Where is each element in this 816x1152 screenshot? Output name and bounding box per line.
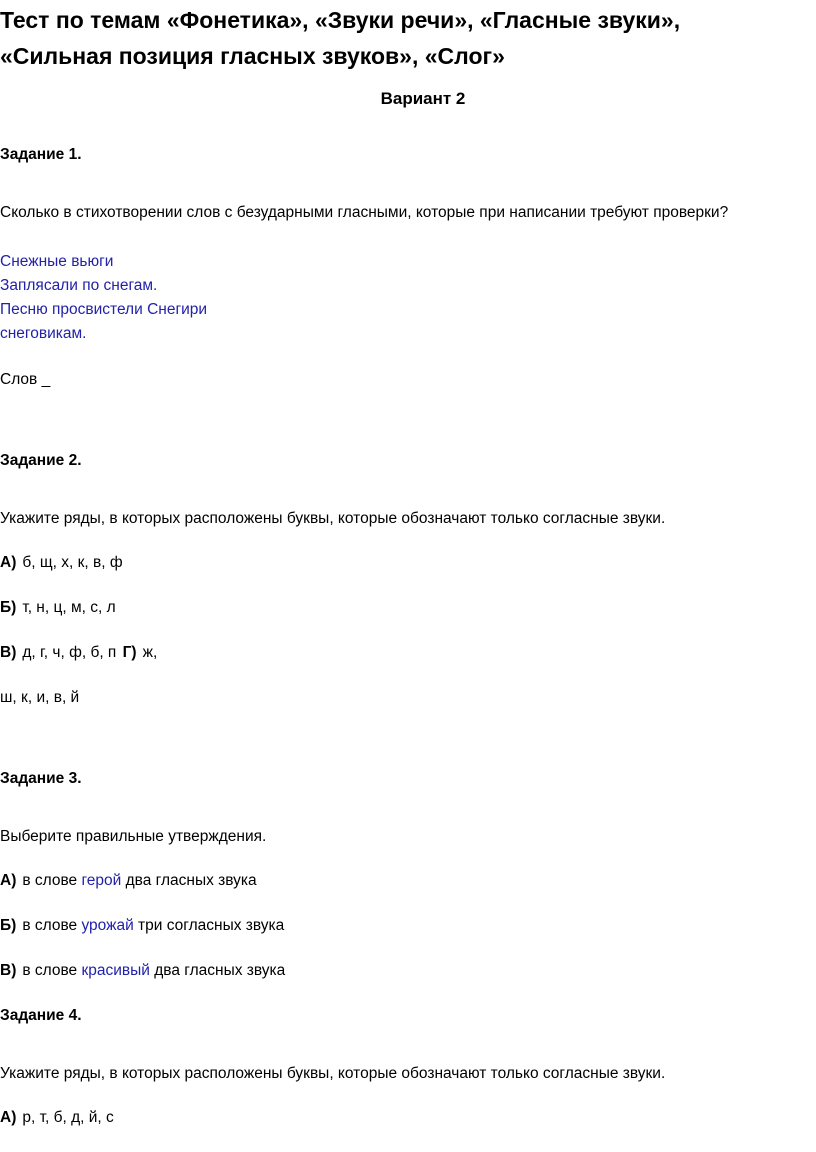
option-text: б, щ, х, к, в, ф xyxy=(22,554,123,571)
highlighted-word: красивый xyxy=(81,962,150,979)
option-text: т, н, ц, м, с, л xyxy=(22,599,116,616)
document-title xyxy=(0,2,800,74)
task-3-option-b xyxy=(0,915,284,937)
option-label: А) xyxy=(0,554,17,571)
task-3-heading: Задание 3. xyxy=(0,770,82,787)
task-2-question: Укажите ряды, в которых расположены буквы, которые обозначают только согласные звуки. xyxy=(0,510,666,527)
option-label: Г) xyxy=(122,644,137,661)
option-prefix: в слове xyxy=(22,872,78,889)
option-text: ж, xyxy=(142,644,158,661)
task-3-question: Выберите правильные утверждения. xyxy=(0,828,267,845)
option-text: д, г, ч, ф, б, п xyxy=(22,644,117,661)
task-2-option-d-continuation: ш, к, и, в, й xyxy=(0,689,80,706)
option-label: Б) xyxy=(0,599,17,616)
title-line-2: «Сильная позиция гласных звуков», «Слог» xyxy=(0,43,505,69)
task-4-option-a xyxy=(0,1107,114,1129)
option-label: В) xyxy=(0,962,17,979)
option-text: р, т, б, д, й, с xyxy=(22,1109,114,1126)
task-4-question: Укажите ряды, в которых расположены буквы, которые обозначают только согласные звуки. xyxy=(0,1065,666,1082)
task-3-option-a xyxy=(0,870,257,892)
variant-heading: Вариант 2 xyxy=(380,89,466,108)
option-prefix: в слове xyxy=(22,917,78,934)
task-4-heading: Задание 4. xyxy=(0,1007,82,1024)
poem-line-4: снеговикам. xyxy=(0,325,87,342)
option-prefix: в слове xyxy=(22,962,78,979)
highlighted-word: герой xyxy=(81,872,122,889)
task-2-heading: Задание 2. xyxy=(0,452,82,469)
poem-line-1: Снежные вьюги xyxy=(0,253,114,270)
task-2-option-c xyxy=(0,642,157,664)
option-label: А) xyxy=(0,872,17,889)
task-1-answer-line: Слов _ xyxy=(0,371,51,388)
task-2-option-b xyxy=(0,597,116,619)
poem-line-2: Заплясали по снегам. xyxy=(0,277,158,294)
task-2-option-a xyxy=(0,552,123,574)
option-suffix: три согласных звука xyxy=(138,917,285,934)
option-label: В) xyxy=(0,644,17,661)
option-suffix: два гласных звука xyxy=(125,872,257,889)
task-3-option-c xyxy=(0,960,285,982)
title-line-1: Тест по темам «Фонетика», «Звуки речи», «Гласные звуки», xyxy=(0,7,681,33)
option-suffix: два гласных звука xyxy=(154,962,286,979)
highlighted-word: урожай xyxy=(81,917,134,934)
option-label: Б) xyxy=(0,917,17,934)
poem-line-3: Песню просвистели Снегири xyxy=(0,301,208,318)
task-1-question: Сколько в стихотворении слов с безударными гласными, которые при написании требуют проверки? xyxy=(0,204,729,221)
task-1-heading: Задание 1. xyxy=(0,146,82,163)
option-label: А) xyxy=(0,1109,17,1126)
